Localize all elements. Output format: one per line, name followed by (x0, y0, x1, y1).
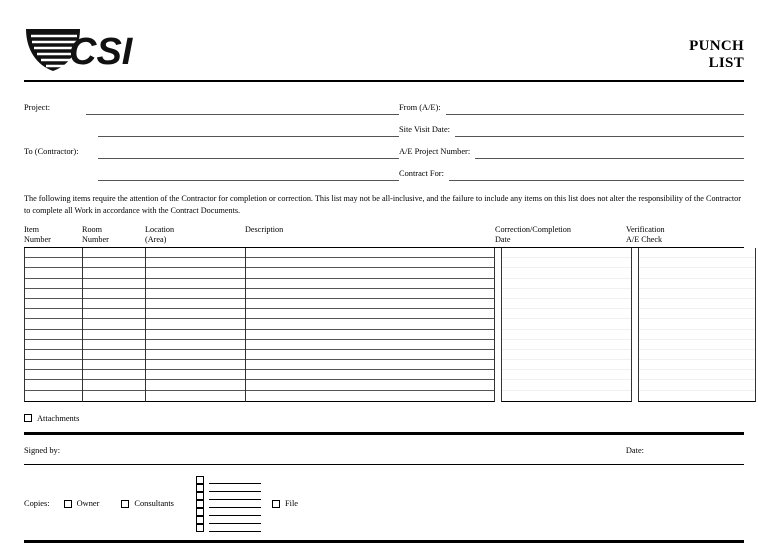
copies-blank-input[interactable] (209, 492, 261, 500)
table-cell[interactable] (639, 319, 755, 329)
table-cell[interactable] (639, 268, 755, 278)
title-line-1: PUNCH (689, 38, 744, 54)
table-cell[interactable] (639, 299, 755, 309)
document-header (24, 0, 744, 74)
table-cell[interactable] (639, 340, 755, 350)
field-input-ae-project-number[interactable] (475, 147, 744, 159)
table-cell[interactable] (146, 248, 245, 258)
col-correction-line2: Date (495, 235, 511, 244)
copies-blank-input[interactable] (209, 524, 261, 532)
col-description-line1: Description (245, 225, 284, 234)
table-cell[interactable] (502, 319, 631, 329)
table-cell[interactable] (639, 350, 755, 360)
date-label: Date: (625, 445, 644, 455)
table-cell[interactable] (246, 330, 494, 340)
table-column-item-number[interactable] (24, 248, 82, 402)
table-cell[interactable] (502, 391, 631, 401)
table-cell[interactable] (502, 279, 631, 289)
col-item-number-line1: Item (24, 225, 40, 234)
field-label-site-visit-date: Site Visit Date: (399, 125, 450, 134)
field-contract-for (399, 159, 744, 181)
table-cell[interactable] (639, 330, 755, 340)
table-cell[interactable] (639, 258, 755, 268)
copies-option-blank[interactable] (196, 516, 261, 524)
copies-blank-input[interactable] (209, 476, 261, 484)
table-cell[interactable] (25, 268, 82, 278)
table-cell[interactable] (502, 350, 631, 360)
table-cell[interactable] (83, 391, 145, 401)
table-cell[interactable] (246, 279, 494, 289)
table-cell[interactable] (83, 360, 145, 370)
csi-shield-logo (24, 27, 149, 73)
signed-by-label: Signed by: (24, 445, 61, 455)
table-cell[interactable] (83, 248, 145, 258)
copies-blank-options (196, 476, 272, 532)
table-cell[interactable] (639, 289, 755, 299)
attachments-row[interactable] (24, 414, 744, 423)
table-cell[interactable] (246, 319, 494, 329)
table-cell[interactable] (502, 268, 631, 278)
signature-row (24, 446, 744, 455)
field-to-contractor (24, 137, 399, 159)
table-cell[interactable] (639, 309, 755, 319)
copies-option-owner-label: Owner (76, 499, 100, 509)
table-column-location[interactable] (145, 248, 245, 402)
table-cell[interactable] (246, 258, 494, 268)
page-bottom-divider (24, 540, 744, 543)
table-cell[interactable] (246, 248, 494, 258)
copies-option-blank[interactable] (196, 524, 261, 532)
column-header-description (245, 225, 495, 247)
table-cell[interactable] (246, 380, 494, 390)
field-input-project-2[interactable] (98, 125, 399, 137)
table-cell[interactable] (246, 340, 494, 350)
copies-option-file-label: File (284, 499, 298, 509)
table-column-description[interactable] (245, 248, 495, 402)
page-title (689, 38, 744, 74)
table-cell[interactable] (25, 380, 82, 390)
field-input-site-visit-date[interactable] (455, 125, 744, 137)
table-cell[interactable] (25, 350, 82, 360)
table-cell[interactable] (502, 299, 631, 309)
table-cell[interactable] (146, 391, 245, 401)
table-cell[interactable] (25, 391, 82, 401)
table-cell[interactable] (246, 360, 494, 370)
checkbox-icon-attachments[interactable] (24, 414, 32, 422)
form-right-column (399, 93, 744, 181)
table-cell[interactable] (502, 289, 631, 299)
attachments-divider (24, 432, 744, 435)
table-cell[interactable] (246, 370, 494, 380)
table-cell[interactable] (83, 330, 145, 340)
table-column-room-number[interactable] (82, 248, 145, 402)
field-to-contractor-line2 (24, 159, 399, 181)
csi-logo (24, 26, 149, 74)
table-cell[interactable] (246, 350, 494, 360)
table-column-correction-date[interactable] (501, 248, 632, 402)
table-cell[interactable] (25, 299, 82, 309)
copies-blank-input[interactable] (209, 508, 261, 516)
checkbox-icon-blank[interactable] (196, 508, 204, 516)
checkbox-icon-file[interactable] (272, 500, 280, 508)
table-cell[interactable] (146, 370, 245, 380)
copies-label: Copies: (24, 499, 50, 509)
column-header-correction-date (495, 225, 626, 247)
copies-option-blank[interactable] (196, 476, 261, 484)
table-cell[interactable] (639, 370, 755, 380)
checkbox-icon-blank[interactable] (196, 484, 204, 492)
field-input-from-ae[interactable] (446, 103, 744, 115)
form-fields (24, 93, 744, 181)
copies-option-owner[interactable] (64, 499, 100, 508)
table-cell[interactable] (502, 248, 631, 258)
copies-option-blank[interactable] (196, 508, 261, 516)
table-cell[interactable] (83, 309, 145, 319)
table-cell[interactable] (246, 299, 494, 309)
table-cell[interactable] (146, 309, 245, 319)
table-cell[interactable] (25, 319, 82, 329)
copies-option-consultants[interactable] (121, 499, 174, 508)
field-input-project[interactable] (86, 103, 399, 115)
table-cell[interactable] (83, 340, 145, 350)
svg-text:CSI: CSI (69, 31, 133, 73)
checkbox-icon-blank[interactable] (196, 492, 204, 500)
table-cell[interactable] (639, 391, 755, 401)
checkbox-icon-blank[interactable] (196, 500, 204, 508)
table-cell[interactable] (25, 279, 82, 289)
table-cell[interactable] (25, 370, 82, 380)
column-header-verification (626, 225, 744, 247)
checkbox-icon-blank[interactable] (196, 516, 204, 524)
field-project (24, 93, 399, 115)
table-cell[interactable] (246, 309, 494, 319)
field-label-from-ae: From (A/E): (399, 103, 441, 112)
column-header-room-number (82, 225, 145, 247)
field-input-contract-for[interactable] (449, 169, 744, 181)
table-cell[interactable] (25, 258, 82, 268)
table-cell[interactable] (502, 330, 631, 340)
checkbox-icon-owner[interactable] (64, 500, 72, 508)
field-label-contract-for: Contract For: (399, 169, 444, 178)
field-label-ae-project-number: A/E Project Number: (399, 147, 471, 156)
col-room-number-line1: Room (82, 225, 103, 234)
table-cell[interactable] (146, 319, 245, 329)
copies-option-blank[interactable] (196, 500, 261, 508)
table-cell[interactable] (146, 279, 245, 289)
intro-paragraph: The following items require the attention of the Contractor for completion or correction. This list may not be all-inclusive, and the failure to include any items on this list does not alter the responsibility of the Contractor to complete all Work in accordance with the Contract Documents. (24, 194, 741, 215)
field-input-to-contractor[interactable] (98, 147, 399, 159)
copies-blank-input[interactable] (209, 516, 261, 524)
table-cell[interactable] (246, 391, 494, 401)
table-cell[interactable] (83, 319, 145, 329)
table-cell[interactable] (639, 279, 755, 289)
col-room-number-line2: Number (82, 235, 109, 244)
table-cell[interactable] (502, 380, 631, 390)
table-cell[interactable] (246, 268, 494, 278)
table-cell[interactable] (83, 370, 145, 380)
col-verification-line1: Verification (626, 225, 665, 234)
form-left-column (24, 93, 399, 181)
col-verification-line2: A/E Check (626, 235, 663, 244)
punch-list-table (24, 247, 744, 402)
header-divider (24, 80, 744, 82)
copies-option-blank[interactable] (196, 492, 261, 500)
table-cell[interactable] (83, 268, 145, 278)
table-cell[interactable] (639, 380, 755, 390)
table-cell[interactable] (246, 289, 494, 299)
table-cell[interactable] (83, 350, 145, 360)
table-cell[interactable] (502, 309, 631, 319)
checkbox-icon-blank[interactable] (196, 524, 204, 532)
table-cell[interactable] (146, 268, 245, 278)
field-site-visit-date (399, 115, 744, 137)
field-ae-project-number (399, 137, 744, 159)
col-item-number-line2: Number (24, 235, 51, 244)
field-project-line2 (24, 115, 399, 137)
table-cell[interactable] (146, 258, 245, 268)
table-cell[interactable] (25, 248, 82, 258)
copies-blank-input[interactable] (209, 500, 261, 508)
table-cell[interactable] (83, 258, 145, 268)
table-cell[interactable] (146, 289, 245, 299)
table-cell[interactable] (502, 370, 631, 380)
copies-option-blank[interactable] (196, 484, 261, 492)
col-location-line2: (Area) (145, 235, 167, 244)
table-cell[interactable] (639, 248, 755, 258)
table-cell[interactable] (146, 340, 245, 350)
field-label-project: Project: (24, 103, 51, 112)
signature-divider (24, 464, 744, 465)
field-input-to-contractor-2[interactable] (98, 169, 399, 181)
column-header-item-number (24, 225, 82, 247)
table-cell[interactable] (25, 340, 82, 350)
table-cell[interactable] (25, 289, 82, 299)
table-cell[interactable] (146, 360, 245, 370)
field-from-ae (399, 93, 744, 115)
checkbox-icon-consultants[interactable] (121, 500, 129, 508)
copies-option-consultants-label: Consultants (134, 499, 174, 509)
table-cell[interactable] (502, 258, 631, 268)
col-location-line1: Location (145, 225, 175, 234)
table-cell[interactable] (502, 360, 631, 370)
field-label-to-contractor: To (Contractor): (24, 147, 79, 156)
title-line-2: LIST (708, 55, 744, 71)
table-cell[interactable] (25, 360, 82, 370)
table-cell[interactable] (146, 330, 245, 340)
table-header-row (24, 225, 744, 247)
table-cell[interactable] (83, 279, 145, 289)
copies-row (24, 476, 744, 532)
table-cell[interactable] (502, 340, 631, 350)
table-cell[interactable] (146, 380, 245, 390)
table-cell[interactable] (83, 380, 145, 390)
column-header-location (145, 225, 245, 247)
table-cell[interactable] (83, 289, 145, 299)
table-cell[interactable] (146, 350, 245, 360)
attachments-label: Attachments (37, 413, 80, 423)
table-cell[interactable] (83, 299, 145, 309)
col-correction-line1: Correction/Completion (495, 225, 571, 234)
table-cell[interactable] (25, 330, 82, 340)
checkbox-icon-blank[interactable] (196, 476, 204, 484)
table-column-verification[interactable] (638, 248, 756, 402)
copies-option-file[interactable] (272, 499, 298, 508)
table-cell[interactable] (639, 360, 755, 370)
table-cell[interactable] (25, 309, 82, 319)
table-cell[interactable] (146, 299, 245, 309)
copies-blank-input[interactable] (209, 484, 261, 492)
